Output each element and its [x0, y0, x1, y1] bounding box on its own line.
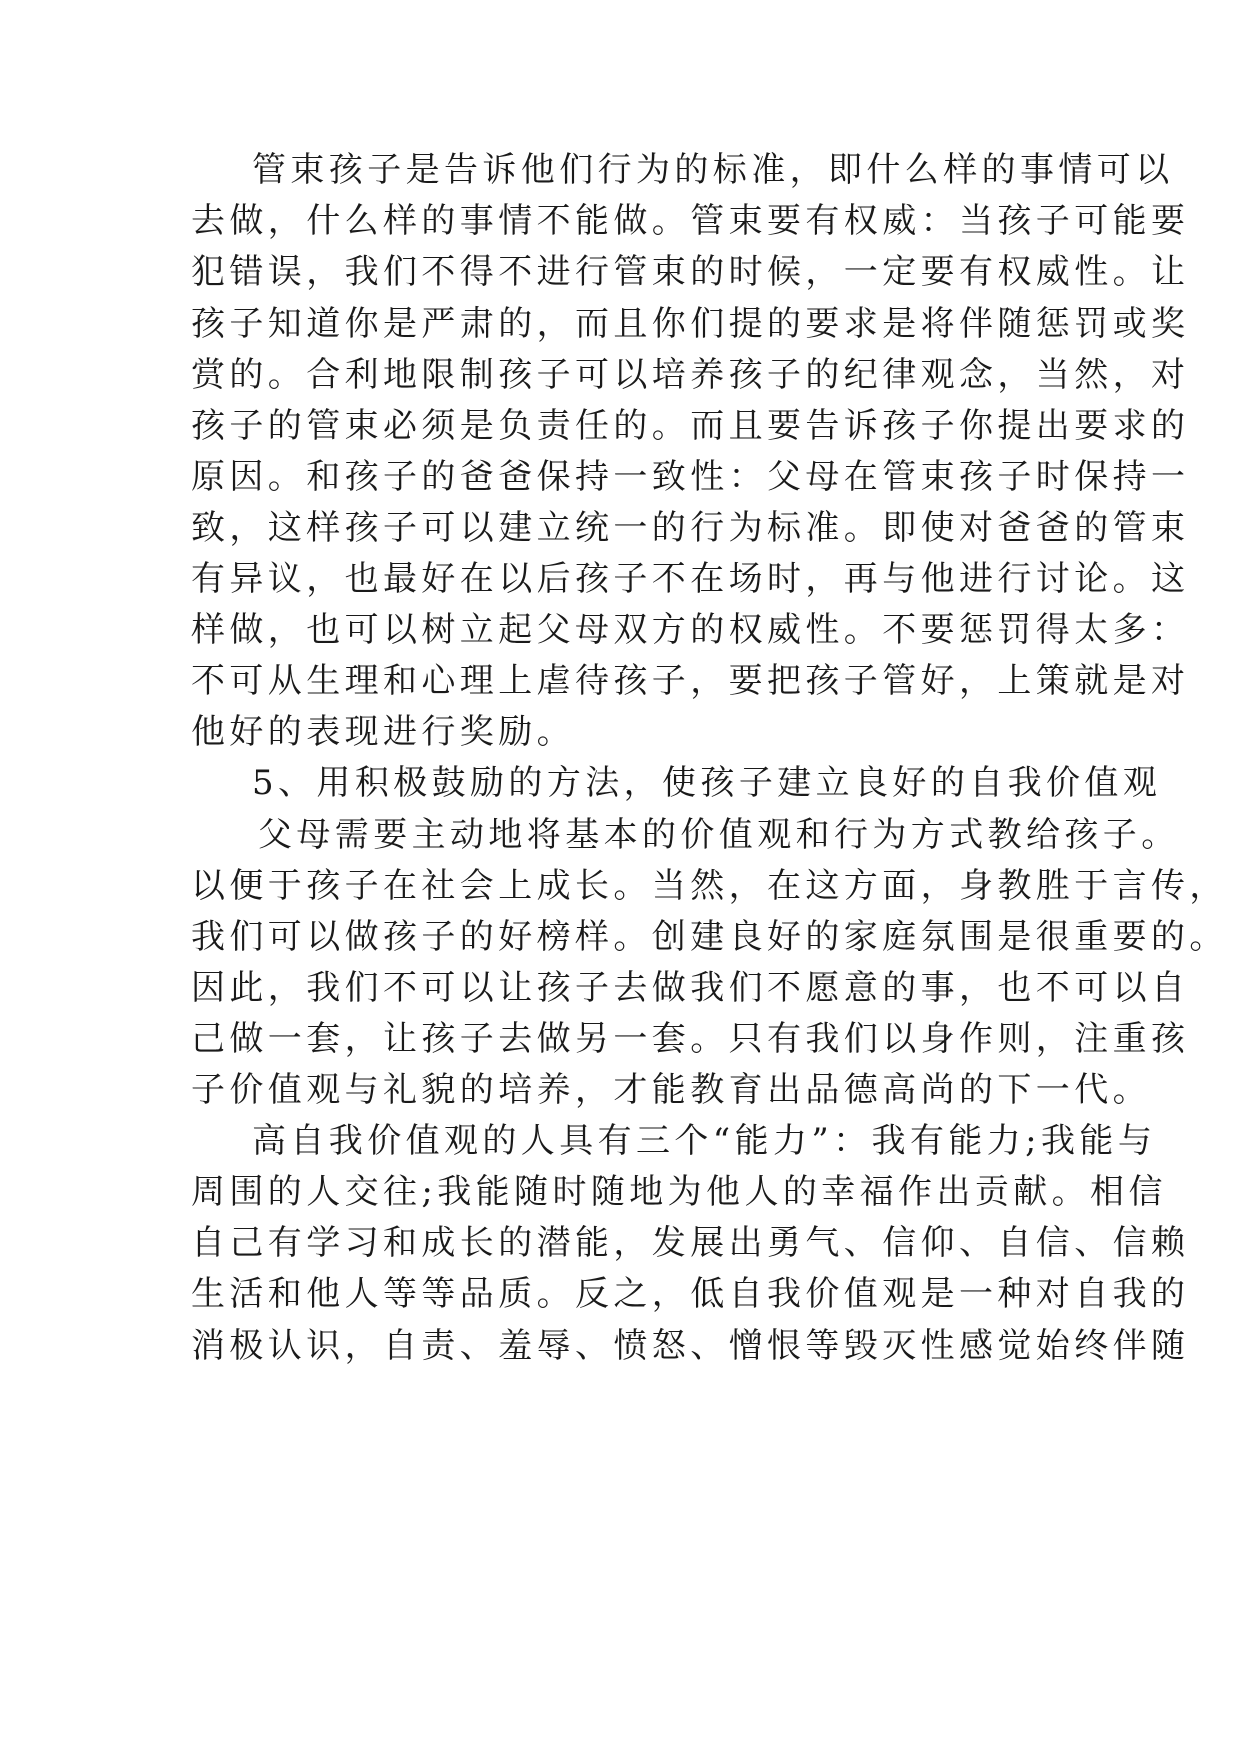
- paragraph-2-line-2: 以便于孩子在社会上成长。当然，在这方面，身教胜于言传，: [191, 866, 1228, 906]
- paragraph-2-line-5: 己做一套，让孩子去做另一套。只有我们以身作则，注重孩: [191, 1019, 1190, 1059]
- paragraph-1-line-3: 犯错误，我们不得不进行管束的时候，一定要有权威性。让: [191, 252, 1190, 292]
- paragraph-3-line-2: 周围的人交往;我能随时随地为他人的幸福作出贡献。相信: [191, 1172, 1167, 1212]
- paragraph-3-line-5: 消极认识，自责、羞辱、愤怒、憎恨等毁灭性感觉始终伴随: [191, 1326, 1190, 1366]
- paragraph-1-line-1: 管束孩子是告诉他们行为的标准，即什么样的事情可以: [252, 150, 1174, 190]
- paragraph-1-line-12: 他好的表现进行奖励。: [191, 712, 575, 752]
- paragraph-1-line-8: 致，这样孩子可以建立统一的行为标准。即使对爸爸的管束: [191, 508, 1190, 548]
- paragraph-1-line-10: 样做，也可以树立起父母双方的权威性。不要惩罚得太多：: [191, 610, 1190, 650]
- paragraph-1-line-9: 有异议，也最好在以后孩子不在场时，再与他进行讨论。这: [191, 559, 1190, 599]
- paragraph-2-line-1: 父母需要主动地将基本的价值观和行为方式教给孩子。: [258, 815, 1180, 855]
- paragraph-1-line-4: 孩子知道你是严肃的，而且你们提的要求是将伴随惩罚或奖: [191, 304, 1190, 344]
- paragraph-1-line-2: 去做，什么样的事情不能做。管束要有权威：当孩子可能要: [191, 201, 1190, 241]
- paragraph-2-line-3: 我们可以做孩子的好榜样。创建良好的家庭氛围是很重要的。: [191, 917, 1228, 957]
- paragraph-3-line-1: 高自我价值观的人具有三个“能力”：我有能力;我能与: [252, 1121, 1157, 1161]
- paragraph-1-line-6: 孩子的管束必须是负责任的。而且要告诉孩子你提出要求的: [191, 406, 1190, 446]
- paragraph-2-line-6: 子价值观与礼貌的培养，才能教育出品德高尚的下一代。: [191, 1070, 1151, 1110]
- paragraph-1-line-5: 赏的。合利地限制孩子可以培养孩子的纪律观念，当然，对: [191, 355, 1190, 395]
- paragraph-2-line-4: 因此，我们不可以让孩子去做我们不愿意的事，也不可以自: [191, 968, 1190, 1008]
- paragraph-1-line-7: 原因。和孩子的爸爸保持一致性：父母在管束孩子时保持一: [191, 457, 1190, 497]
- section-heading: 5、用积极鼓励的方法，使孩子建立良好的自我价值观: [252, 763, 1162, 803]
- paragraph-1-line-11: 不可从生理和心理上虐待孩子，要把孩子管好，上策就是对: [191, 661, 1190, 701]
- paragraph-3-line-4: 生活和他人等等品质。反之，低自我价值观是一种对自我的: [191, 1274, 1190, 1314]
- paragraph-3-line-3: 自己有学习和成长的潜能，发展出勇气、信仰、自信、信赖: [191, 1223, 1190, 1263]
